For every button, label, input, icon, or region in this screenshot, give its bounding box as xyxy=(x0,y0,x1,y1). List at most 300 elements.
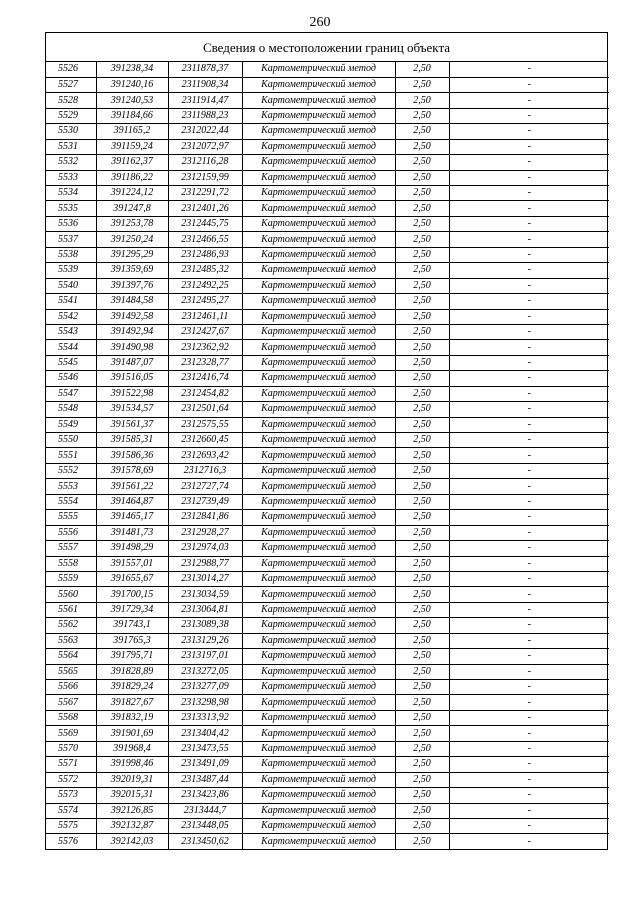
description-cell: - xyxy=(449,695,609,710)
accuracy-cell: 2,50 xyxy=(395,803,449,818)
coord-y-cell: 2312461,11 xyxy=(168,309,242,324)
point-number-cell: 5565 xyxy=(46,664,96,679)
coord-x-cell: 391240,53 xyxy=(96,93,168,108)
accuracy-cell: 2,50 xyxy=(395,247,449,262)
coord-x-cell: 391795,71 xyxy=(96,649,168,664)
method-cell: Картометрический метод xyxy=(242,571,395,586)
accuracy-cell: 2,50 xyxy=(395,216,449,231)
method-cell: Картометрический метод xyxy=(242,463,395,478)
description-cell: - xyxy=(449,494,609,509)
description-cell: - xyxy=(449,155,609,170)
accuracy-cell: 2,50 xyxy=(395,371,449,386)
description-cell: - xyxy=(449,433,609,448)
method-cell: Картометрический метод xyxy=(242,494,395,509)
method-cell: Картометрический метод xyxy=(242,556,395,571)
coord-y-cell: 2312116,28 xyxy=(168,155,242,170)
accuracy-cell: 2,50 xyxy=(395,108,449,123)
coord-x-cell: 391247,8 xyxy=(96,201,168,216)
coord-y-cell: 2312416,74 xyxy=(168,371,242,386)
point-number-cell: 5538 xyxy=(46,247,96,262)
description-cell: - xyxy=(449,618,609,633)
table-row xyxy=(46,108,609,123)
description-cell: - xyxy=(449,710,609,725)
accuracy-cell: 2,50 xyxy=(395,494,449,509)
accuracy-cell: 2,50 xyxy=(395,633,449,648)
table-row xyxy=(46,618,609,633)
description-cell: - xyxy=(449,479,609,494)
point-number-cell: 5536 xyxy=(46,216,96,231)
table-row xyxy=(46,294,609,309)
point-number-cell: 5555 xyxy=(46,510,96,525)
method-cell: Картометрический метод xyxy=(242,371,395,386)
description-cell: - xyxy=(449,402,609,417)
point-number-cell: 5545 xyxy=(46,355,96,370)
description-cell: - xyxy=(449,463,609,478)
table-row xyxy=(46,633,609,648)
table-row xyxy=(46,433,609,448)
method-cell: Картометрический метод xyxy=(242,139,395,154)
coord-y-cell: 2312501,64 xyxy=(168,402,242,417)
method-cell: Картометрический метод xyxy=(242,541,395,556)
coord-y-cell: 2313444,7 xyxy=(168,803,242,818)
method-cell: Картометрический метод xyxy=(242,62,395,77)
point-number-cell: 5554 xyxy=(46,494,96,509)
table-row xyxy=(46,448,609,463)
accuracy-cell: 2,50 xyxy=(395,340,449,355)
accuracy-cell: 2,50 xyxy=(395,232,449,247)
table-row xyxy=(46,155,609,170)
description-cell: - xyxy=(449,510,609,525)
method-cell: Картометрический метод xyxy=(242,818,395,833)
description-cell: - xyxy=(449,108,609,123)
description-cell: - xyxy=(449,355,609,370)
method-cell: Картометрический метод xyxy=(242,232,395,247)
description-cell: - xyxy=(449,124,609,139)
point-number-cell: 5571 xyxy=(46,757,96,772)
coord-x-cell: 391561,37 xyxy=(96,417,168,432)
coord-y-cell: 2312362,92 xyxy=(168,340,242,355)
table-row xyxy=(46,479,609,494)
table-row xyxy=(46,726,609,741)
point-number-cell: 5530 xyxy=(46,124,96,139)
point-number-cell: 5553 xyxy=(46,479,96,494)
point-number-cell: 5535 xyxy=(46,201,96,216)
point-number-cell: 5558 xyxy=(46,556,96,571)
coord-y-cell: 2313089,38 xyxy=(168,618,242,633)
coord-x-cell: 391561,22 xyxy=(96,479,168,494)
point-number-cell: 5576 xyxy=(46,834,96,849)
accuracy-cell: 2,50 xyxy=(395,201,449,216)
coord-x-cell: 391464,87 xyxy=(96,494,168,509)
point-number-cell: 5540 xyxy=(46,278,96,293)
point-number-cell: 5534 xyxy=(46,186,96,201)
point-number-cell: 5548 xyxy=(46,402,96,417)
coord-x-cell: 391828,89 xyxy=(96,664,168,679)
method-cell: Картометрический метод xyxy=(242,525,395,540)
coord-y-cell: 2312739,49 xyxy=(168,494,242,509)
accuracy-cell: 2,50 xyxy=(395,587,449,602)
coord-y-cell: 2312974,03 xyxy=(168,541,242,556)
description-cell: - xyxy=(449,294,609,309)
point-number-cell: 5539 xyxy=(46,263,96,278)
accuracy-cell: 2,50 xyxy=(395,62,449,77)
description-cell: - xyxy=(449,649,609,664)
point-number-cell: 5564 xyxy=(46,649,96,664)
coord-x-cell: 391359,69 xyxy=(96,263,168,278)
coord-y-cell: 2312928,27 xyxy=(168,525,242,540)
accuracy-cell: 2,50 xyxy=(395,155,449,170)
table-row xyxy=(46,139,609,154)
coord-y-cell: 2313014,27 xyxy=(168,571,242,586)
coord-x-cell: 391829,24 xyxy=(96,680,168,695)
accuracy-cell: 2,50 xyxy=(395,309,449,324)
coord-y-cell: 2312495,27 xyxy=(168,294,242,309)
point-number-cell: 5532 xyxy=(46,155,96,170)
coord-y-cell: 2312291,72 xyxy=(168,186,242,201)
description-cell: - xyxy=(449,448,609,463)
coord-x-cell: 391498,29 xyxy=(96,541,168,556)
method-cell: Картометрический метод xyxy=(242,201,395,216)
point-number-cell: 5569 xyxy=(46,726,96,741)
point-number-cell: 5537 xyxy=(46,232,96,247)
table-row xyxy=(46,772,609,787)
description-cell: - xyxy=(449,139,609,154)
point-number-cell: 5575 xyxy=(46,818,96,833)
coord-y-cell: 2312454,82 xyxy=(168,386,242,401)
point-number-cell: 5573 xyxy=(46,788,96,803)
point-number-cell: 5543 xyxy=(46,324,96,339)
method-cell: Картометрический метод xyxy=(242,479,395,494)
method-cell: Картометрический метод xyxy=(242,803,395,818)
accuracy-cell: 2,50 xyxy=(395,556,449,571)
description-cell: - xyxy=(449,525,609,540)
method-cell: Картометрический метод xyxy=(242,834,395,849)
point-number-cell: 5561 xyxy=(46,602,96,617)
method-cell: Картометрический метод xyxy=(242,294,395,309)
coord-y-cell: 2312716,3 xyxy=(168,463,242,478)
table-title: Сведения о местоположении границ объекта xyxy=(46,33,607,62)
coord-x-cell: 391238,34 xyxy=(96,62,168,77)
coord-x-cell: 391585,31 xyxy=(96,433,168,448)
method-cell: Картометрический метод xyxy=(242,710,395,725)
accuracy-cell: 2,50 xyxy=(395,710,449,725)
method-cell: Картометрический метод xyxy=(242,216,395,231)
description-cell: - xyxy=(449,741,609,756)
table-row xyxy=(46,710,609,725)
description-cell: - xyxy=(449,417,609,432)
table-row xyxy=(46,834,609,849)
coord-y-cell: 2313313,92 xyxy=(168,710,242,725)
description-cell: - xyxy=(449,556,609,571)
accuracy-cell: 2,50 xyxy=(395,417,449,432)
method-cell: Картометрический метод xyxy=(242,633,395,648)
method-cell: Картометрический метод xyxy=(242,186,395,201)
method-cell: Картометрический метод xyxy=(242,124,395,139)
coordinates-table xyxy=(46,62,609,849)
table-row xyxy=(46,93,609,108)
coord-y-cell: 2311914,47 xyxy=(168,93,242,108)
point-number-cell: 5544 xyxy=(46,340,96,355)
description-cell: - xyxy=(449,216,609,231)
description-cell: - xyxy=(449,340,609,355)
method-cell: Картометрический метод xyxy=(242,788,395,803)
table-row xyxy=(46,510,609,525)
coord-x-cell: 391481,73 xyxy=(96,525,168,540)
accuracy-cell: 2,50 xyxy=(395,664,449,679)
page-number: 260 xyxy=(309,15,331,30)
table-row xyxy=(46,680,609,695)
table-row xyxy=(46,602,609,617)
coord-y-cell: 2313450,62 xyxy=(168,834,242,849)
coord-x-cell: 391492,58 xyxy=(96,309,168,324)
coord-x-cell: 391162,37 xyxy=(96,155,168,170)
table-row xyxy=(46,587,609,602)
coord-x-cell: 391184,66 xyxy=(96,108,168,123)
method-cell: Картометрический метод xyxy=(242,309,395,324)
description-cell: - xyxy=(449,772,609,787)
table-row xyxy=(46,371,609,386)
table-row xyxy=(46,340,609,355)
coord-y-cell: 2312022,44 xyxy=(168,124,242,139)
point-number-cell: 5572 xyxy=(46,772,96,787)
method-cell: Картометрический метод xyxy=(242,433,395,448)
coord-y-cell: 2312486,93 xyxy=(168,247,242,262)
table-row xyxy=(46,201,609,216)
coord-y-cell: 2312693,42 xyxy=(168,448,242,463)
table-row xyxy=(46,170,609,185)
method-cell: Картометрический метод xyxy=(242,741,395,756)
coord-x-cell: 391534,57 xyxy=(96,402,168,417)
accuracy-cell: 2,50 xyxy=(395,757,449,772)
coord-x-cell: 391186,22 xyxy=(96,170,168,185)
table-row xyxy=(46,263,609,278)
coord-y-cell: 2313298,98 xyxy=(168,695,242,710)
coord-x-cell: 391253,78 xyxy=(96,216,168,231)
method-cell: Картометрический метод xyxy=(242,355,395,370)
description-cell: - xyxy=(449,633,609,648)
point-number-cell: 5551 xyxy=(46,448,96,463)
point-number-cell: 5552 xyxy=(46,463,96,478)
coord-y-cell: 2311908,34 xyxy=(168,77,242,92)
accuracy-cell: 2,50 xyxy=(395,263,449,278)
description-cell: - xyxy=(449,77,609,92)
description-cell: - xyxy=(449,803,609,818)
coord-x-cell: 391578,69 xyxy=(96,463,168,478)
table-row xyxy=(46,541,609,556)
coord-x-cell: 391729,34 xyxy=(96,602,168,617)
method-cell: Картометрический метод xyxy=(242,402,395,417)
point-number-cell: 5550 xyxy=(46,433,96,448)
accuracy-cell: 2,50 xyxy=(395,741,449,756)
coord-y-cell: 2313423,86 xyxy=(168,788,242,803)
accuracy-cell: 2,50 xyxy=(395,818,449,833)
description-cell: - xyxy=(449,186,609,201)
method-cell: Картометрический метод xyxy=(242,695,395,710)
coord-y-cell: 2312575,55 xyxy=(168,417,242,432)
table-row xyxy=(46,556,609,571)
table-row xyxy=(46,278,609,293)
coord-y-cell: 2312727,74 xyxy=(168,479,242,494)
coord-y-cell: 2312466,55 xyxy=(168,232,242,247)
coord-y-cell: 2313277,09 xyxy=(168,680,242,695)
coord-y-cell: 2313491,09 xyxy=(168,757,242,772)
method-cell: Картометрический метод xyxy=(242,278,395,293)
coord-x-cell: 391159,24 xyxy=(96,139,168,154)
description-cell: - xyxy=(449,541,609,556)
table-row xyxy=(46,186,609,201)
table-row xyxy=(46,216,609,231)
description-cell: - xyxy=(449,757,609,772)
description-cell: - xyxy=(449,664,609,679)
point-number-cell: 5533 xyxy=(46,170,96,185)
description-cell: - xyxy=(449,324,609,339)
point-number-cell: 5542 xyxy=(46,309,96,324)
coord-y-cell: 2313064,81 xyxy=(168,602,242,617)
description-cell: - xyxy=(449,247,609,262)
table-row xyxy=(46,62,609,77)
table-row xyxy=(46,77,609,92)
point-number-cell: 5526 xyxy=(46,62,96,77)
accuracy-cell: 2,50 xyxy=(395,695,449,710)
table-row xyxy=(46,788,609,803)
coord-x-cell: 392142,03 xyxy=(96,834,168,849)
accuracy-cell: 2,50 xyxy=(395,463,449,478)
coord-x-cell: 391295,29 xyxy=(96,247,168,262)
point-number-cell: 5559 xyxy=(46,571,96,586)
coord-x-cell: 391516,05 xyxy=(96,371,168,386)
coord-y-cell: 2311988,23 xyxy=(168,108,242,123)
accuracy-cell: 2,50 xyxy=(395,402,449,417)
table-row xyxy=(46,386,609,401)
point-number-cell: 5541 xyxy=(46,294,96,309)
coord-y-cell: 2312427,67 xyxy=(168,324,242,339)
table-row xyxy=(46,247,609,262)
coord-y-cell: 2312492,25 xyxy=(168,278,242,293)
coord-x-cell: 391832,19 xyxy=(96,710,168,725)
table-row xyxy=(46,124,609,139)
coord-y-cell: 2312445,75 xyxy=(168,216,242,231)
description-cell: - xyxy=(449,587,609,602)
point-number-cell: 5549 xyxy=(46,417,96,432)
method-cell: Картометрический метод xyxy=(242,386,395,401)
method-cell: Картометрический метод xyxy=(242,649,395,664)
coord-y-cell: 2312988,77 xyxy=(168,556,242,571)
accuracy-cell: 2,50 xyxy=(395,726,449,741)
accuracy-cell: 2,50 xyxy=(395,124,449,139)
description-cell: - xyxy=(449,371,609,386)
point-number-cell: 5567 xyxy=(46,695,96,710)
coord-y-cell: 2312841,86 xyxy=(168,510,242,525)
accuracy-cell: 2,50 xyxy=(395,479,449,494)
method-cell: Картометрический метод xyxy=(242,324,395,339)
point-number-cell: 5560 xyxy=(46,587,96,602)
table-row xyxy=(46,649,609,664)
method-cell: Картометрический метод xyxy=(242,680,395,695)
method-cell: Картометрический метод xyxy=(242,664,395,679)
description-cell: - xyxy=(449,680,609,695)
point-number-cell: 5528 xyxy=(46,93,96,108)
table-row xyxy=(46,402,609,417)
boundary-table-sheet xyxy=(45,32,608,850)
description-cell: - xyxy=(449,232,609,247)
description-cell: - xyxy=(449,726,609,741)
point-number-cell: 5568 xyxy=(46,710,96,725)
accuracy-cell: 2,50 xyxy=(395,186,449,201)
method-cell: Картометрический метод xyxy=(242,757,395,772)
coord-x-cell: 391901,69 xyxy=(96,726,168,741)
coord-x-cell: 391586,36 xyxy=(96,448,168,463)
table-row xyxy=(46,355,609,370)
accuracy-cell: 2,50 xyxy=(395,433,449,448)
description-cell: - xyxy=(449,571,609,586)
table-row xyxy=(46,695,609,710)
coord-x-cell: 391827,67 xyxy=(96,695,168,710)
accuracy-cell: 2,50 xyxy=(395,680,449,695)
method-cell: Картометрический метод xyxy=(242,726,395,741)
accuracy-cell: 2,50 xyxy=(395,602,449,617)
point-number-cell: 5566 xyxy=(46,680,96,695)
table-row xyxy=(46,232,609,247)
point-number-cell: 5556 xyxy=(46,525,96,540)
description-cell: - xyxy=(449,170,609,185)
point-number-cell: 5574 xyxy=(46,803,96,818)
coord-y-cell: 2313197,01 xyxy=(168,649,242,664)
coord-x-cell: 391700,15 xyxy=(96,587,168,602)
method-cell: Картометрический метод xyxy=(242,108,395,123)
coord-x-cell: 391998,46 xyxy=(96,757,168,772)
description-cell: - xyxy=(449,788,609,803)
coord-x-cell: 391487,07 xyxy=(96,355,168,370)
coord-x-cell: 392019,31 xyxy=(96,772,168,787)
coord-y-cell: 2312072,97 xyxy=(168,139,242,154)
coord-y-cell: 2313448,05 xyxy=(168,818,242,833)
coord-y-cell: 2313129,26 xyxy=(168,633,242,648)
coord-x-cell: 391655,67 xyxy=(96,571,168,586)
point-number-cell: 5570 xyxy=(46,741,96,756)
accuracy-cell: 2,50 xyxy=(395,618,449,633)
table-row xyxy=(46,741,609,756)
coord-y-cell: 2313473,55 xyxy=(168,741,242,756)
coord-y-cell: 2312485,32 xyxy=(168,263,242,278)
description-cell: - xyxy=(449,93,609,108)
coord-y-cell: 2312660,45 xyxy=(168,433,242,448)
method-cell: Картометрический метод xyxy=(242,510,395,525)
point-number-cell: 5547 xyxy=(46,386,96,401)
point-number-cell: 5531 xyxy=(46,139,96,154)
coord-x-cell: 391765,3 xyxy=(96,633,168,648)
description-cell: - xyxy=(449,818,609,833)
accuracy-cell: 2,50 xyxy=(395,510,449,525)
table-body xyxy=(46,62,609,849)
description-cell: - xyxy=(449,278,609,293)
coord-x-cell: 391490,98 xyxy=(96,340,168,355)
coord-y-cell: 2313272,05 xyxy=(168,664,242,679)
accuracy-cell: 2,50 xyxy=(395,788,449,803)
point-number-cell: 5562 xyxy=(46,618,96,633)
description-cell: - xyxy=(449,386,609,401)
accuracy-cell: 2,50 xyxy=(395,278,449,293)
accuracy-cell: 2,50 xyxy=(395,772,449,787)
table-row xyxy=(46,818,609,833)
accuracy-cell: 2,50 xyxy=(395,294,449,309)
coord-y-cell: 2312159,99 xyxy=(168,170,242,185)
description-cell: - xyxy=(449,201,609,216)
method-cell: Картометрический метод xyxy=(242,77,395,92)
coord-x-cell: 391522,98 xyxy=(96,386,168,401)
coord-x-cell: 391397,76 xyxy=(96,278,168,293)
table-row xyxy=(46,664,609,679)
coord-y-cell: 2313404,42 xyxy=(168,726,242,741)
